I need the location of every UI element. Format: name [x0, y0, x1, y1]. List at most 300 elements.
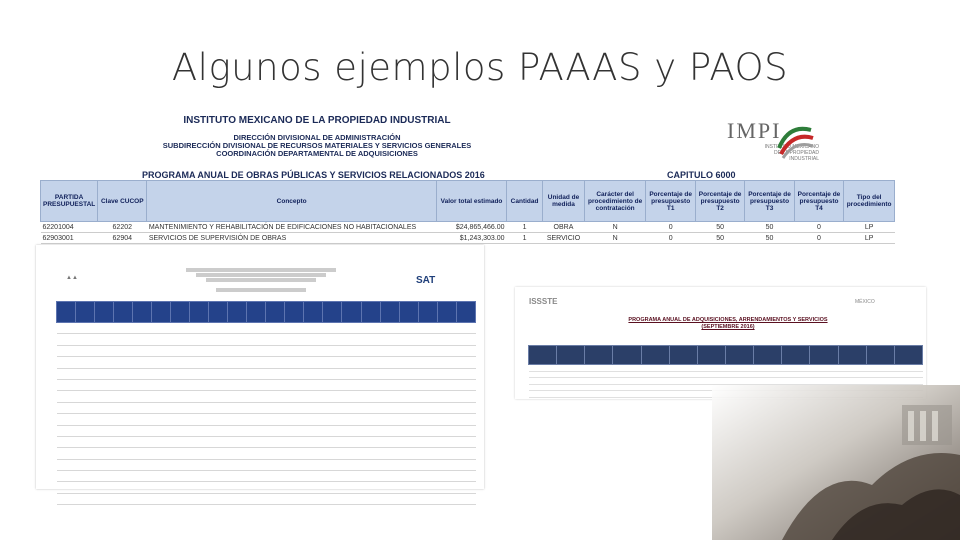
table-cell — [247, 459, 266, 470]
table-cell — [437, 482, 456, 493]
table-header-cell — [266, 302, 285, 323]
table-cell — [133, 425, 152, 436]
table-header-cell — [152, 302, 171, 323]
table-cell: 50 — [745, 222, 794, 233]
table-cell — [285, 459, 304, 470]
table-cell — [190, 368, 209, 379]
table-cell — [399, 493, 418, 504]
table-cell — [95, 459, 114, 470]
table-cell — [209, 402, 228, 413]
table-cell — [171, 379, 190, 390]
table-cell — [266, 368, 285, 379]
table-cell — [323, 368, 342, 379]
table-header-cell — [171, 302, 190, 323]
table-cell — [76, 323, 95, 334]
document-header-block — [186, 267, 336, 298]
table-cell — [266, 471, 285, 482]
table-cell — [342, 482, 361, 493]
table-cell — [323, 425, 342, 436]
table-cell — [171, 391, 190, 402]
table-cell — [361, 345, 380, 356]
table-cell — [323, 323, 342, 334]
table-header-row — [529, 346, 923, 365]
table-cell — [437, 414, 456, 425]
table-header-cell — [209, 302, 228, 323]
table-header-cell — [456, 302, 475, 323]
table-cell — [361, 402, 380, 413]
impi-col-tipo: Tipo del procedimiento — [844, 181, 895, 222]
table-cell — [266, 357, 285, 368]
table-cell — [114, 459, 133, 470]
table-cell — [399, 471, 418, 482]
table-cell — [228, 357, 247, 368]
table-cell — [285, 357, 304, 368]
table-header-cell — [190, 302, 209, 323]
table-cell — [247, 345, 266, 356]
table-cell — [323, 357, 342, 368]
issste-program-document — [515, 287, 926, 399]
table-cell — [152, 368, 171, 379]
impi-col-cucop: Clave CUCOP — [98, 181, 147, 222]
table-cell: 62904 — [98, 233, 147, 244]
table-cell — [209, 414, 228, 425]
table-cell: N — [584, 222, 646, 233]
table-cell — [380, 345, 399, 356]
table-cell — [266, 402, 285, 413]
table-cell — [418, 414, 437, 425]
table-cell — [399, 414, 418, 425]
table-cell — [304, 482, 323, 493]
table-cell — [76, 493, 95, 504]
table-cell — [380, 471, 399, 482]
sat-logo: SAT — [416, 275, 436, 286]
table-header-cell — [557, 346, 585, 365]
table-cell — [437, 493, 456, 504]
table-cell — [418, 471, 437, 482]
table-cell — [152, 493, 171, 504]
impi-direction-heading: DIRECCIÓN DIVISIONAL DE ADMINISTRACIÓN — [233, 133, 401, 142]
table-cell — [266, 448, 285, 459]
table-cell — [266, 379, 285, 390]
impi-col-valor: Valor total estimado — [437, 181, 507, 222]
table-cell — [95, 414, 114, 425]
table-cell — [323, 471, 342, 482]
table-cell — [190, 402, 209, 413]
table-cell — [95, 345, 114, 356]
table-cell — [171, 436, 190, 447]
table-cell — [399, 402, 418, 413]
table-cell — [152, 345, 171, 356]
table-cell — [456, 436, 475, 447]
shcp-logo-icon: ▲▲ — [66, 275, 78, 281]
table-cell — [228, 379, 247, 390]
table-cell — [323, 391, 342, 402]
table-cell — [247, 368, 266, 379]
table-cell — [285, 379, 304, 390]
impi-chapter-label: CAPITULO 6000 — [667, 170, 736, 180]
impi-institution-heading: INSTITUTO MEXICANO DE LA PROPIEDAD INDUSTRIAL — [183, 115, 451, 126]
table-cell — [437, 448, 456, 459]
table-cell — [114, 391, 133, 402]
table-cell — [380, 448, 399, 459]
table-cell — [114, 357, 133, 368]
table-cell — [418, 436, 437, 447]
table-cell — [171, 402, 190, 413]
table-cell — [304, 334, 323, 345]
table-cell — [399, 436, 418, 447]
table-header-cell — [641, 346, 669, 365]
impi-program-table — [40, 180, 895, 244]
table-cell — [228, 436, 247, 447]
table-cell — [437, 334, 456, 345]
table-cell — [399, 391, 418, 402]
table-cell — [228, 493, 247, 504]
table-cell — [304, 391, 323, 402]
table-cell — [266, 459, 285, 470]
table-cell — [152, 379, 171, 390]
table-cell — [114, 402, 133, 413]
table-cell — [342, 425, 361, 436]
table-header-cell — [304, 302, 323, 323]
table-cell — [133, 334, 152, 345]
table-cell — [304, 368, 323, 379]
table-header-cell — [894, 346, 922, 365]
table-cell — [95, 334, 114, 345]
table-cell — [342, 402, 361, 413]
table-cell — [209, 323, 228, 334]
table-cell — [437, 436, 456, 447]
table-cell — [209, 334, 228, 345]
table-cell — [418, 323, 437, 334]
impi-col-t4: Porcentaje de presupuesto T4 — [794, 181, 843, 222]
table-cell — [171, 368, 190, 379]
table-cell — [57, 459, 76, 470]
table-cell — [247, 436, 266, 447]
table-row — [57, 493, 476, 504]
table-header-cell — [399, 302, 418, 323]
table-cell — [228, 448, 247, 459]
table-cell — [171, 471, 190, 482]
table-cell — [133, 414, 152, 425]
table-cell — [76, 357, 95, 368]
table-cell — [361, 471, 380, 482]
impi-logo-text: IMPI — [727, 118, 782, 143]
table-cell — [209, 459, 228, 470]
table-cell — [190, 345, 209, 356]
table-cell — [57, 448, 76, 459]
table-cell — [133, 448, 152, 459]
table-cell — [418, 402, 437, 413]
table-cell — [323, 482, 342, 493]
impi-program-document — [37, 108, 897, 242]
table-cell — [456, 482, 475, 493]
table-header-cell — [342, 302, 361, 323]
table-header-cell — [323, 302, 342, 323]
table-cell — [437, 391, 456, 402]
table-cell — [399, 368, 418, 379]
table-cell — [114, 436, 133, 447]
table-cell — [304, 493, 323, 504]
table-cell — [247, 425, 266, 436]
table-cell — [342, 471, 361, 482]
table-cell — [437, 379, 456, 390]
table-cell — [133, 379, 152, 390]
table-cell — [456, 391, 475, 402]
table-cell — [228, 414, 247, 425]
table-cell — [304, 471, 323, 482]
impi-subdirection-heading: SUBDIRECCIÓN DIVISIONAL DE RECURSOS MATERIALES Y SERVICIOS GENERALES — [162, 141, 472, 150]
table-header-cell — [380, 302, 399, 323]
table-cell — [114, 345, 133, 356]
table-cell: 50 — [695, 222, 744, 233]
table-cell — [418, 493, 437, 504]
table-cell — [437, 471, 456, 482]
table-cell — [437, 425, 456, 436]
mexico-logo: MÉXICO — [855, 299, 875, 305]
table-cell — [228, 482, 247, 493]
impi-program-title: PROGRAMA ANUAL DE OBRAS PÚBLICAS Y SERVICIOS RELACIONADOS 2016 — [142, 170, 485, 180]
table-cell — [76, 379, 95, 390]
table-cell — [114, 493, 133, 504]
table-cell — [209, 425, 228, 436]
table-cell — [209, 368, 228, 379]
table-cell — [133, 482, 152, 493]
table-cell — [361, 357, 380, 368]
table-cell — [228, 334, 247, 345]
table-header-cell — [247, 302, 266, 323]
table-cell — [76, 448, 95, 459]
table-row — [41, 233, 895, 244]
table-cell — [76, 345, 95, 356]
table-cell — [266, 482, 285, 493]
table-cell — [304, 436, 323, 447]
table-cell — [456, 345, 475, 356]
table-cell — [114, 425, 133, 436]
table-cell — [57, 345, 76, 356]
table-cell — [76, 459, 95, 470]
table-header-cell — [754, 346, 782, 365]
table-cell — [95, 448, 114, 459]
table-cell — [190, 391, 209, 402]
table-cell — [304, 459, 323, 470]
table-cell — [57, 323, 76, 334]
impi-col-t3: Porcentaje de presupuesto T3 — [745, 181, 794, 222]
table-cell — [380, 459, 399, 470]
table-cell — [171, 323, 190, 334]
table-cell — [190, 414, 209, 425]
table-cell — [323, 448, 342, 459]
table-header-cell — [228, 302, 247, 323]
table-header-cell — [133, 302, 152, 323]
table-cell — [380, 493, 399, 504]
table-cell — [171, 482, 190, 493]
table-cell — [456, 357, 475, 368]
table-header-cell — [437, 302, 456, 323]
table-cell: 0 — [646, 222, 695, 233]
table-cell — [133, 459, 152, 470]
table-cell — [361, 368, 380, 379]
table-cell — [418, 459, 437, 470]
table-cell — [228, 459, 247, 470]
table-cell — [285, 368, 304, 379]
table-cell — [228, 323, 247, 334]
table-cell — [95, 471, 114, 482]
table-cell: 0 — [794, 222, 843, 233]
table-cell — [247, 379, 266, 390]
table-cell — [399, 448, 418, 459]
table-cell — [152, 448, 171, 459]
table-cell — [304, 323, 323, 334]
table-header-cell — [697, 346, 725, 365]
table-cell — [114, 323, 133, 334]
table-header-cell — [114, 302, 133, 323]
table-cell — [190, 323, 209, 334]
table-cell — [266, 345, 285, 356]
table-cell — [323, 436, 342, 447]
table-cell — [266, 414, 285, 425]
table-cell — [95, 391, 114, 402]
table-cell — [285, 345, 304, 356]
table-cell — [266, 391, 285, 402]
table-cell — [304, 379, 323, 390]
table-cell — [209, 391, 228, 402]
table-cell — [304, 402, 323, 413]
table-row — [57, 402, 476, 413]
table-row — [57, 391, 476, 402]
table-cell — [190, 482, 209, 493]
table-header-row — [57, 302, 476, 323]
table-cell — [133, 345, 152, 356]
table-cell — [57, 379, 76, 390]
table-row — [57, 471, 476, 482]
table-cell — [247, 482, 266, 493]
table-cell — [209, 448, 228, 459]
table-cell — [380, 425, 399, 436]
table-row — [57, 459, 476, 470]
table-cell — [190, 357, 209, 368]
table-cell — [418, 379, 437, 390]
table-cell — [190, 379, 209, 390]
table-cell — [323, 334, 342, 345]
table-cell — [76, 414, 95, 425]
table-cell — [456, 471, 475, 482]
table-cell — [247, 323, 266, 334]
table-cell — [361, 323, 380, 334]
table-cell — [285, 391, 304, 402]
table-cell — [304, 448, 323, 459]
table-cell — [418, 482, 437, 493]
table-cell — [57, 493, 76, 504]
impi-col-t1: Porcentaje de presupuesto T1 — [646, 181, 695, 222]
table-header-cell — [725, 346, 753, 365]
table-cell: 1 — [507, 233, 543, 244]
table-row — [57, 448, 476, 459]
table-cell — [399, 334, 418, 345]
table-row — [57, 482, 476, 493]
table-cell — [418, 334, 437, 345]
table-cell — [399, 357, 418, 368]
table-cell — [114, 448, 133, 459]
table-cell — [342, 334, 361, 345]
table-cell — [76, 368, 95, 379]
table-cell — [152, 425, 171, 436]
table-cell — [114, 334, 133, 345]
table-cell — [133, 471, 152, 482]
table-cell — [399, 379, 418, 390]
table-cell — [437, 402, 456, 413]
impi-table-header-row — [41, 181, 895, 222]
table-cell — [247, 471, 266, 482]
table-cell: OBRA — [543, 222, 585, 233]
table-cell — [190, 493, 209, 504]
table-header-cell — [57, 302, 76, 323]
table-row — [57, 323, 476, 334]
table-cell — [361, 391, 380, 402]
table-header-cell — [285, 302, 304, 323]
table-cell — [247, 414, 266, 425]
table-cell — [399, 425, 418, 436]
table-cell — [304, 414, 323, 425]
table-cell — [342, 345, 361, 356]
table-cell: $24,865,466.00 — [437, 222, 507, 233]
table-cell — [133, 323, 152, 334]
table-cell: 62201004 — [41, 222, 98, 233]
table-cell — [228, 368, 247, 379]
table-cell — [171, 459, 190, 470]
table-cell — [361, 493, 380, 504]
table-row — [57, 425, 476, 436]
table-cell — [380, 402, 399, 413]
table-cell — [342, 379, 361, 390]
table-cell — [323, 414, 342, 425]
paaas-table — [56, 301, 476, 505]
table-cell — [57, 357, 76, 368]
table-header-cell — [866, 346, 894, 365]
table-cell — [304, 345, 323, 356]
table-cell — [209, 436, 228, 447]
table-cell — [456, 459, 475, 470]
table-cell — [171, 357, 190, 368]
table-cell — [247, 357, 266, 368]
table-cell — [342, 436, 361, 447]
table-cell — [323, 493, 342, 504]
table-cell — [456, 425, 475, 436]
table-cell — [399, 459, 418, 470]
table-header-cell — [529, 346, 557, 365]
table-cell — [57, 471, 76, 482]
table-cell — [285, 448, 304, 459]
table-cell — [95, 425, 114, 436]
table-cell — [342, 493, 361, 504]
table-row — [57, 368, 476, 379]
table-cell: $1,243,303.00 — [437, 233, 507, 244]
table-cell — [95, 357, 114, 368]
table-cell — [247, 391, 266, 402]
table-cell — [152, 471, 171, 482]
decorative-photo — [712, 385, 960, 540]
table-cell — [247, 493, 266, 504]
table-header-cell — [585, 346, 613, 365]
table-row — [57, 345, 476, 356]
table-cell: 62903001 — [41, 233, 98, 244]
table-cell — [57, 414, 76, 425]
table-cell — [437, 459, 456, 470]
table-cell — [133, 357, 152, 368]
table-cell — [456, 493, 475, 504]
table-cell — [152, 482, 171, 493]
table-cell — [152, 323, 171, 334]
table-cell — [247, 402, 266, 413]
